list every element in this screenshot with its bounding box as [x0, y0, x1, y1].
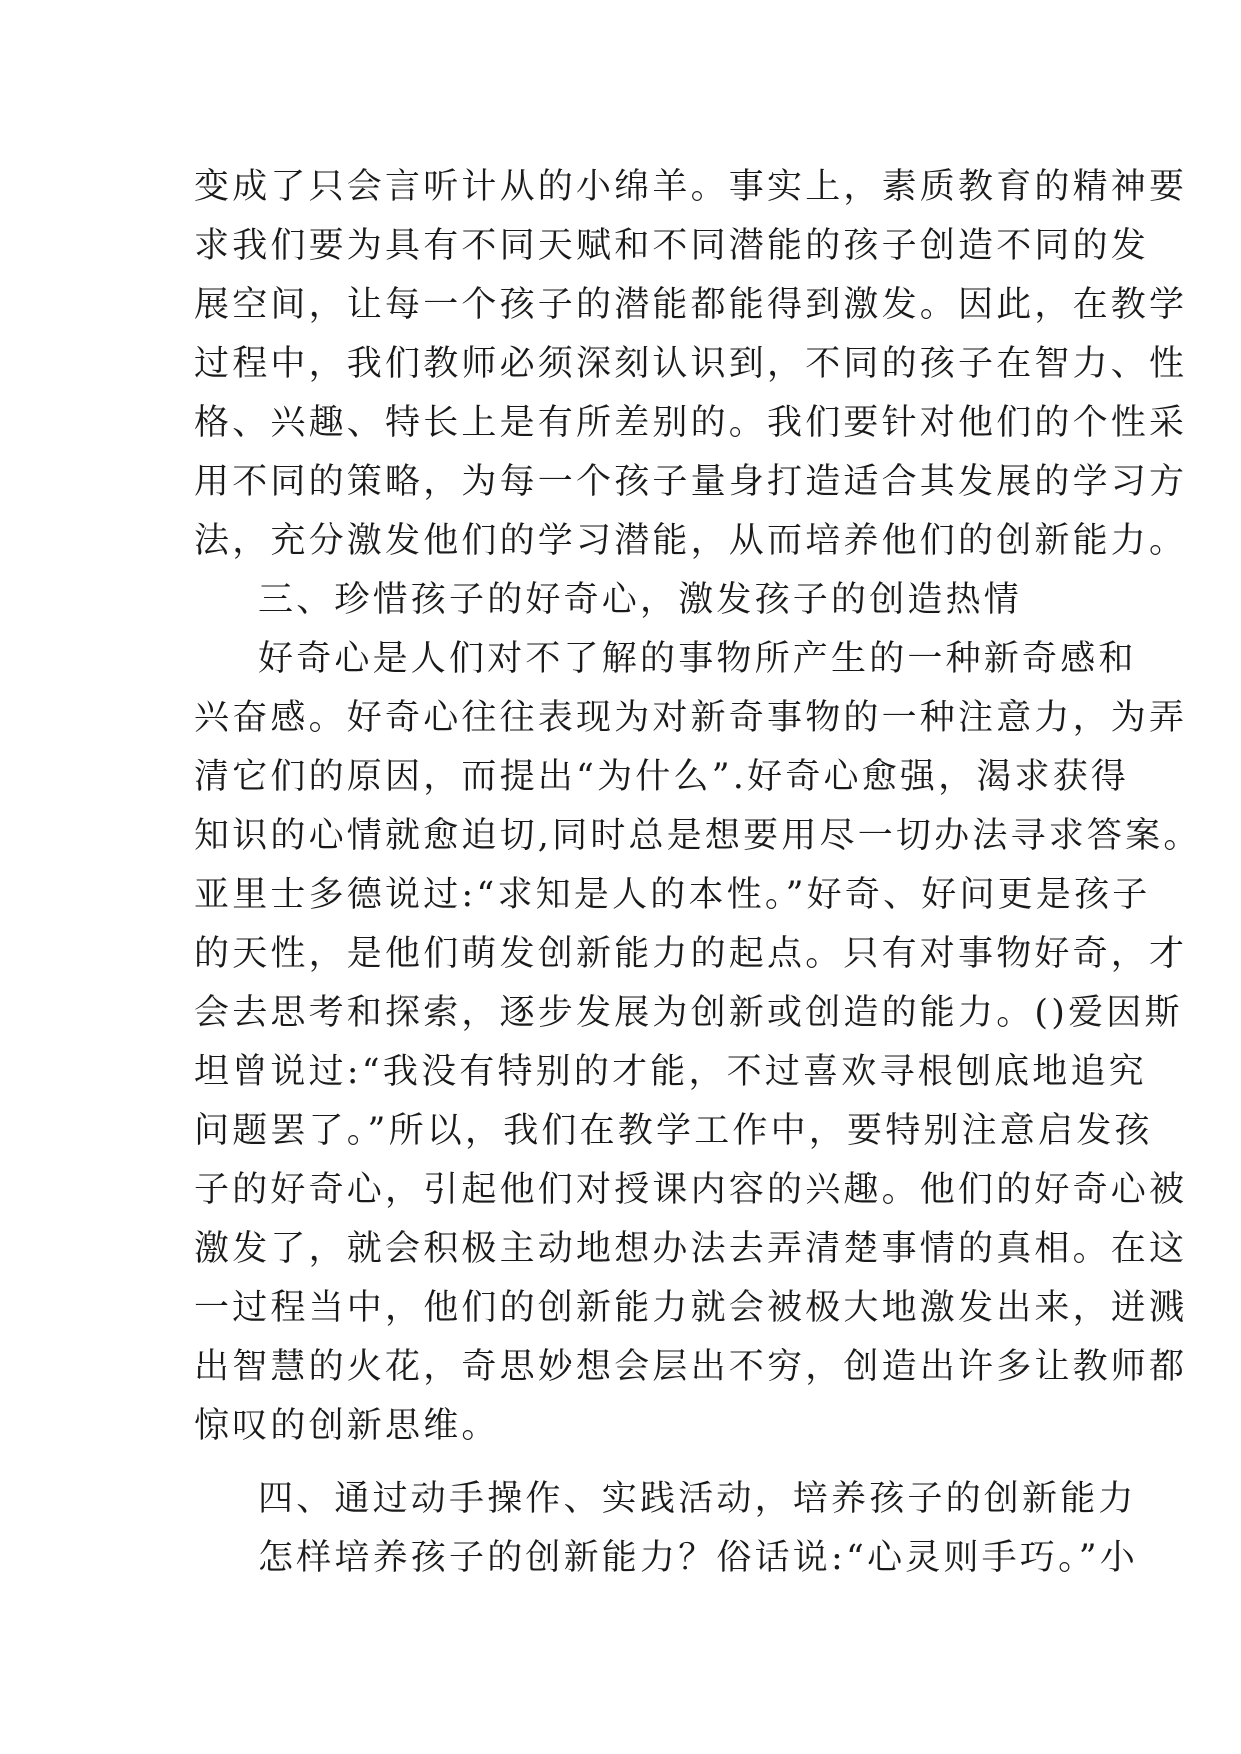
text-line: 清它们的原因，而提出“为什么”.好奇心愈强，渴求获得 [194, 757, 1130, 797]
text-line: 问题罢了。”所以，我们在教学工作中，要特别注意启发孩 [194, 1111, 1153, 1151]
text-line: 变成了只会言听计从的小绵羊。事实上，素质教育的精神要 [194, 167, 1188, 207]
text-line: 好奇心是人们对不了解的事物所产生的一种新奇感和 [258, 639, 1137, 679]
text-line: 格、兴趣、特长上是有所差别的。我们要针对他们的个性采 [194, 403, 1188, 443]
text-line: 一过程当中，他们的创新能力就会被极大地激发出来，迸溅 [194, 1288, 1188, 1328]
section-heading-4: 四、通过动手操作、实践活动，培养孩子的创新能力 [258, 1479, 1137, 1519]
text-line: 亚里士多德说过:“求知是人的本性。”好奇、好问更是孩子 [194, 875, 1151, 915]
text-line: 激发了，就会积极主动地想办法去弄清楚事情的真相。在这 [194, 1229, 1188, 1269]
text-line: 出智慧的火花，奇思妙想会层出不穷，创造出许多让教师都 [194, 1347, 1188, 1387]
text-line: 法，充分激发他们的学习潜能，从而培养他们的创新能力。 [194, 521, 1188, 561]
text-line: 的天性，是他们萌发创新能力的起点。只有对事物好奇，才 [194, 934, 1188, 974]
text-line: 惊叹的创新思维。 [194, 1406, 500, 1446]
text-line: 坦曾说过:“我没有特别的才能，不过喜欢寻根刨底地追究 [194, 1052, 1147, 1092]
document-body [194, 158, 1202, 1588]
section-heading-3: 三、珍惜孩子的好奇心，激发孩子的创造热情 [258, 580, 1023, 620]
text-line: 展空间，让每一个孩子的潜能都能得到激发。因此，在教学 [194, 285, 1188, 325]
text-line: 怎样培养孩子的创新能力？俗话说:“心灵则手巧。”小 [258, 1538, 1139, 1578]
text-line: 过程中，我们教师必须深刻认识到，不同的孩子在智力、性 [194, 344, 1188, 384]
text-line: 知识的心情就愈迫切,同时总是想要用尽一切办法寻求答案。 [194, 816, 1202, 856]
text-line: 用不同的策略，为每一个孩子量身打造适合其发展的学习方 [194, 462, 1188, 502]
text-line: 会去思考和探索，逐步发展为创新或创造的能力。()爱因斯 [194, 993, 1183, 1033]
paragraph-gap [194, 1456, 1074, 1470]
text-line: 兴奋感。好奇心往往表现为对新奇事物的一种注意力，为弄 [194, 698, 1188, 738]
text-line: 子的好奇心，引起他们对授课内容的兴趣。他们的好奇心被 [194, 1170, 1188, 1210]
text-line: 求我们要为具有不同天赋和不同潜能的孩子创造不同的发 [194, 226, 1150, 266]
